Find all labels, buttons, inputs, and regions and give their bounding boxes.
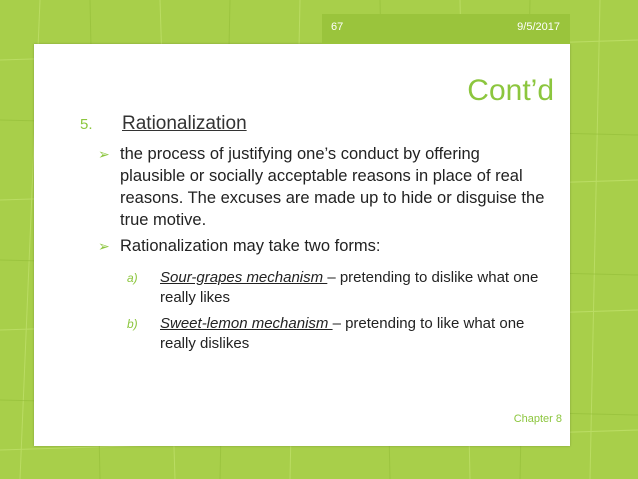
sub-item-letter: b) <box>127 317 138 331</box>
sub-item-description: – pretending to dislike what one really likes <box>160 269 539 306</box>
sub-item-text <box>160 268 547 308</box>
slide-footer: Chapter 8 <box>513 413 562 425</box>
sub-item-text <box>160 314 547 354</box>
slide-date: 9/5/2017 <box>517 21 560 33</box>
bullet-text: Rationalization may take two forms: <box>120 237 381 255</box>
heading-number: 5. <box>80 116 93 133</box>
sub-item-description: – pretending to like what one really dislikes <box>160 315 525 352</box>
heading-text: Rationalization <box>122 113 247 134</box>
sub-item-term: Sour-grapes mechanism <box>160 269 328 286</box>
arrow-bullet-icon: ➢ <box>98 238 110 254</box>
sub-item <box>127 314 547 354</box>
sub-item-term: Sweet-lemon mechanism <box>160 315 333 332</box>
bullet-item <box>98 143 548 231</box>
arrow-bullet-icon: ➢ <box>98 146 110 162</box>
bullet-item <box>98 235 548 257</box>
section-heading <box>80 113 247 135</box>
slide-number: 67 <box>331 21 344 33</box>
slide-title: Cont’d <box>467 74 554 107</box>
bullet-text: the process of justifying one’s conduct by offering plausible or socially acceptable reasons in place of real reasons. The excuses are made up to hide or disguise the true motive. <box>120 145 545 229</box>
sub-item-letter: a) <box>127 271 138 285</box>
sub-item <box>127 268 547 308</box>
